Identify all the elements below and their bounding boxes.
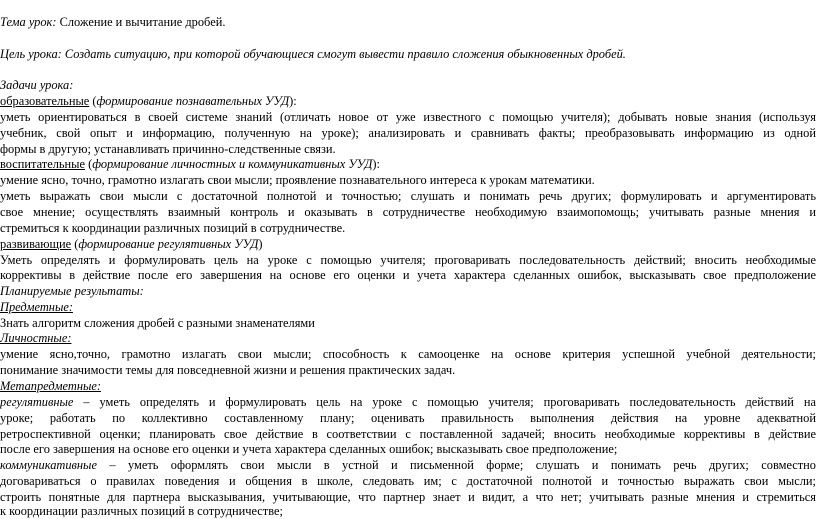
personal-results-line: понимание значимости темы для повседневной жизни и решения практических задач. [0,363,456,377]
topic-line [0,15,816,30]
upbringing-line: уметь выражать свои мысли с достаточной полнотой и точностью; слушать и понимать речь других; формулировать и аргументировать [0,189,816,203]
educational-line: учебник, свой опыт и информацию, полученную на уроке); анализировать и сравнивать факты; преобразовывать информацию из одной [0,126,816,140]
topic-text: Сложение и вычитание дробей. [56,15,226,29]
upbringing-line: свое мнение; осуществлять взаимный контроль и оказывать в сотрудничестве необходимую взаимопомощь; учитывать разные мнения и [0,205,816,219]
lesson-goal: Цель урока: Создать ситуацию, при которой обучающиеся смогут вывести правило сложения обыкновенных дробей. [0,47,626,61]
educational-subtitle: формирование познавательных УУД [96,94,290,108]
educational-title: образовательные [0,94,90,108]
tasks-heading: Задачи урока: [0,78,74,92]
educational-line: формы в другую; устанавливать причинно-следственные связи. [0,142,336,156]
developing-line: Уметь определять и формулировать цель на уроке с помощью учителя; проговаривать последовательность действий; вносить необходимые [0,253,816,267]
communicative-label: коммуникативные [0,458,97,472]
educational-line: уметь ориентироваться в своей системе знаний (отличать новое от уже известного с помощью учителя); добывать новые знания (используя [0,110,816,124]
communicative-line: коммуникативные – уметь оформлять свои мысли в устной и письменной форме; слушать и понимать речь других; совместно [0,458,816,472]
topic-label: Тема урок: [0,15,57,29]
communicative-line: к координации различных позиций в сотрудничестве; [0,504,283,518]
communicative-line: договариваться о правилах поведения и общения в школе, следовать им; с достаточной полнотой и точностью выражать свои мысли; [0,474,816,488]
developing-subtitle: формирование регулятивных УУД [78,237,259,251]
developing-heading: развивающие (формирование регулятивных УУД) [0,237,263,251]
regulatory-label: регулятивные [0,395,74,409]
subject-results-text: Знать алгоритм сложения дробей с разными знаменателями [0,316,315,330]
educational-heading: образовательные (формирование познавательных УУД): [0,94,297,108]
developing-line: коррективы в действие после его завершения на основе его оценки и учета характера сделанных ошибок, высказывать свое предположение [0,268,816,282]
upbringing-subtitle: формирование личностных и коммуникативных УУД [92,157,373,171]
regulatory-line: уроке; работать по коллективно составленному плану; оценивать правильность выполнения действия на уровне адекватной [0,411,816,425]
regulatory-line: после его завершения на основе его оценки и учета характера сделанных ошибок; высказывать свое предположение; [0,442,618,456]
regulatory-line: ретроспективной оценки; планировать свое действие в соответствии с поставленной задачей; вносить необходимые коррективы в действие [0,427,816,441]
upbringing-heading: воспитательные (формирование личностных и коммуникативных УУД): [0,157,380,171]
results-heading: Планируемые результаты: [0,284,144,298]
upbringing-line: умение ясно, точно, грамотно излагать свои мысли; проявление познавательного интереса к урокам математики. [0,173,595,187]
regulatory-line: регулятивные – уметь определять и формулировать цель на уроке с помощью учителя; проговаривать последовательность действий на [0,395,816,409]
communicative-line: строить понятные для партнера высказывания, учитывающие, что партнер знает и видит, а что нет; учитывать разные мнения и стремиться [0,490,816,504]
subject-results-heading: Предметные: [0,300,73,314]
personal-results-heading: Личностные: [0,331,72,345]
developing-title: развивающие [0,237,72,251]
personal-results-line: умение ясно,точно, грамотно излагать свои мысли; способность к самооценке на основе критерия успешной учебной деятельности; [0,347,816,361]
meta-results-heading: Метапредметные: [0,379,101,393]
upbringing-title: воспитательные [0,157,85,171]
upbringing-line: стремиться к координации различных позиций в сотрудничестве. [0,221,346,235]
